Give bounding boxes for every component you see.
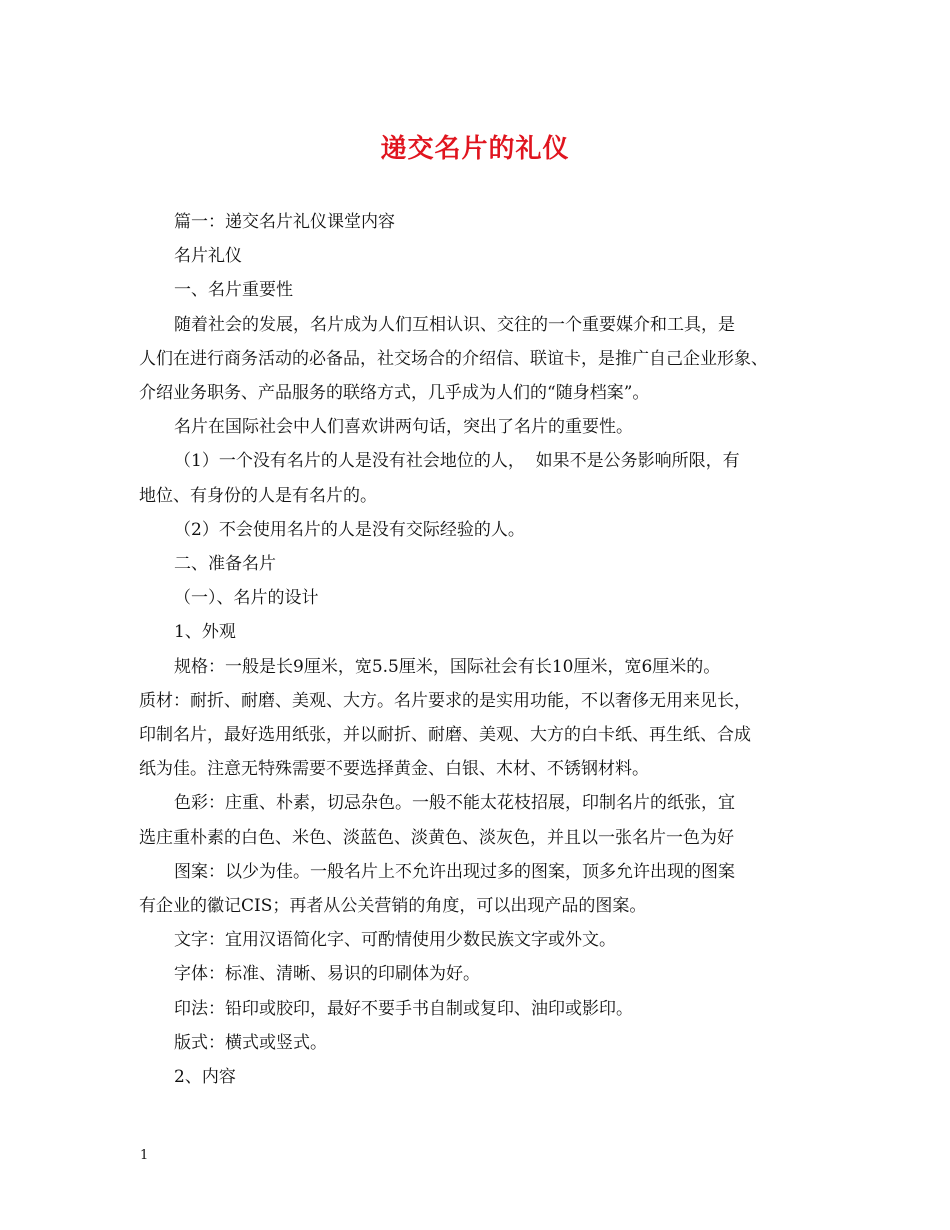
paragraph-line: 人们在进行商务活动的必备品，社交场合的介绍信、联谊卡，是推广自己企业形象、 [139,348,768,369]
paragraph-line: 文字：宜用汉语简化字、可酌情使用少数民族文字或外文。 [174,930,616,951]
subheading: 名片礼仪 [174,246,242,267]
section-heading: 篇一：递交名片礼仪课堂内容 [174,212,395,232]
paragraph-line: （1）一个没有名片的人是没有社会地位的人， 如果不是公务影响所限，有 [174,451,740,472]
paragraph-line: 字体：标准、清晰、易识的印刷体为好。 [174,964,480,985]
paragraph-line: 版式：横式或竖式。 [174,1032,327,1053]
page-number: 1 [140,1148,149,1163]
paragraph-line: 图案：以少为佳。一般名片上不允许出现过多的图案，顶多允许出现的图案 [174,861,735,882]
document-title: 递交名片的礼仪 [380,134,570,164]
paragraph-line: 色彩：庄重、朴素，切忌杂色。一般不能太花枝招展，印制名片的纸张，宜 [174,793,735,814]
paragraph-line: 名片在国际社会中人们喜欢讲两句话，突出了名片的重要性。 [174,417,633,438]
document-body [139,205,819,1094]
paragraph-line: 地位、有身份的人是有名片的。 [139,485,377,506]
section-heading: 二、准备名片 [174,554,276,575]
subheading: 1、外观 [174,622,236,643]
paragraph-line: 有企业的徽记CIS；再者从公关营销的角度，可以出现产品的图案。 [139,896,647,917]
paragraph-line: 规格：一般是长9厘米，宽5.5厘米，国际社会有长10厘米，宽6厘米的。 [174,656,721,677]
paragraph-line: 印制名片，最好选用纸张，并以耐折、耐磨、美观、大方的白卡纸、再生纸、合成 [139,725,751,746]
paragraph-line: 随着社会的发展，名片成为人们互相认识、交往的一个重要媒介和工具，是 [174,314,735,335]
paragraph-line: （2）不会使用名片的人是没有交际经验的人。 [174,519,525,540]
paragraph-line: 纸为佳。注意无特殊需要不要选择黄金、白银、木材、不锈钢材料。 [139,759,649,780]
subheading: （一）、名片的设计 [174,588,319,609]
paragraph-line: 介绍业务职务、产品服务的联络方式，几乎成为人们的“随身档案”。 [139,383,650,404]
paragraph-line: 印法：铅印或胶印，最好不要手书自制或复印、油印或影印。 [174,998,633,1019]
paragraph-line: 选庄重朴素的白色、米色、淡蓝色、淡黄色、淡灰色，并且以一张名片一色为好 [139,827,734,848]
subheading: 2、内容 [174,1067,236,1088]
paragraph-line: 质材：耐折、耐磨、美观、大方。名片要求的是实用功能，不以奢侈无用来见长， [139,690,751,711]
section-heading: 一、名片重要性 [174,280,293,301]
